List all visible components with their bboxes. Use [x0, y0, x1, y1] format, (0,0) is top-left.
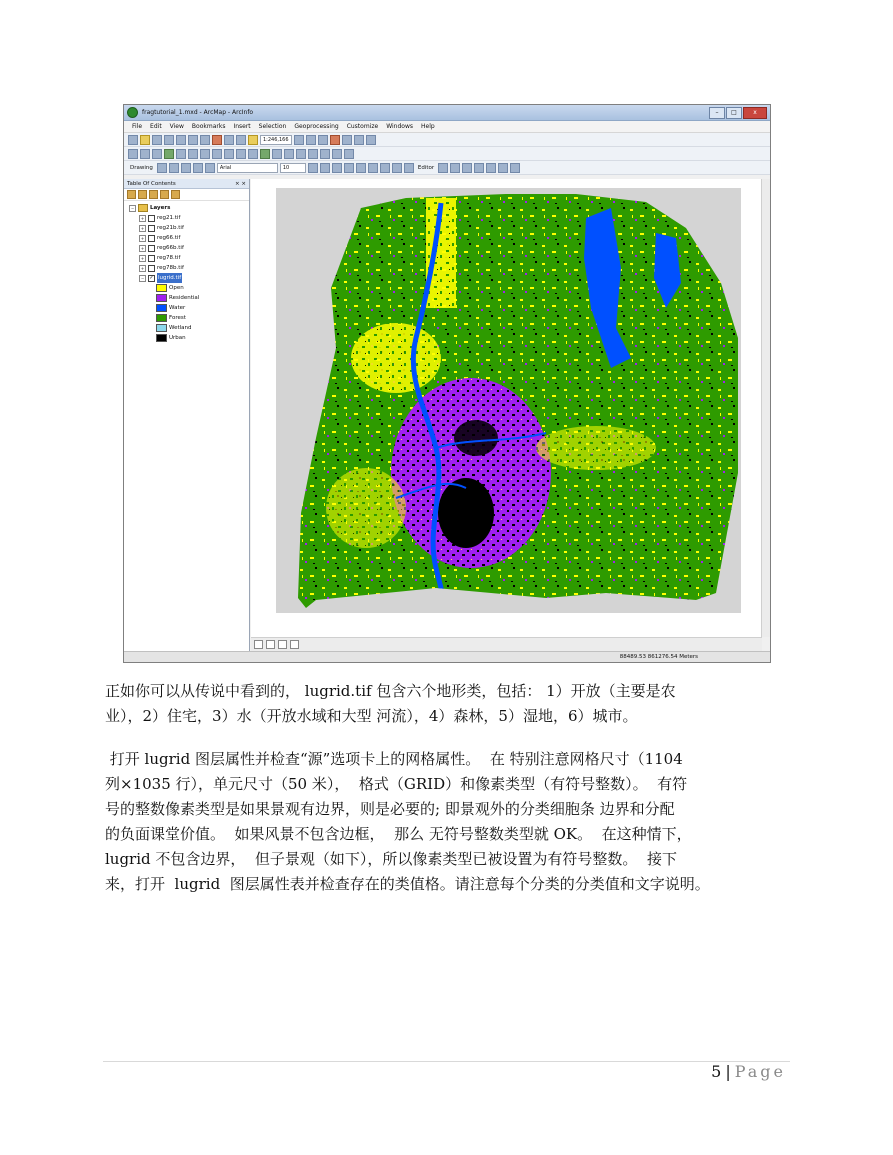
horizontal-scrollbar[interactable] — [251, 637, 762, 651]
marker-color-icon[interactable] — [380, 163, 390, 173]
legend-label: Residential — [169, 295, 200, 301]
layer-visibility-checkbox[interactable] — [148, 225, 155, 232]
underline-icon[interactable] — [332, 163, 342, 173]
expand-icon[interactable]: + — [140, 225, 145, 231]
zoom-out-icon[interactable] — [140, 149, 150, 159]
python-icon[interactable] — [342, 135, 352, 145]
split-icon[interactable] — [474, 163, 484, 173]
list-by-selection-icon[interactable] — [160, 190, 169, 199]
font-size-select[interactable]: 10 — [280, 163, 306, 173]
undo-icon[interactable] — [224, 135, 234, 145]
list-by-visibility-icon[interactable] — [149, 190, 158, 199]
arcmap-app-icon — [127, 107, 138, 118]
cut-icon[interactable] — [176, 135, 186, 145]
layout-view-icon[interactable] — [266, 640, 275, 649]
table-of-contents-panel — [124, 179, 250, 651]
layer-row[interactable] — [129, 273, 249, 283]
status-bar — [124, 651, 770, 662]
layer-name[interactable]: reg21b.tif — [157, 225, 184, 231]
toc-header — [124, 179, 249, 189]
find-icon[interactable] — [272, 149, 282, 159]
standard-toolbar — [124, 133, 770, 147]
font-color-icon[interactable] — [344, 163, 354, 173]
layer-visibility-checkbox[interactable] — [148, 245, 155, 252]
scale-input[interactable]: 1:246,166 — [260, 135, 292, 145]
font-name-select[interactable]: Arial — [217, 163, 278, 173]
window-title: fragtutorial_1.mxd - ArcMap - ArcInfo — [142, 109, 254, 116]
footer-separator: | — [725, 1062, 731, 1081]
land-use-raster — [276, 188, 741, 613]
legend-label: Urban — [169, 335, 186, 341]
paragraph-layer-properties: 打开 lugrid 图层属性并检查“源”选项卡上的网格属性。 在 特别注意网格尺寸（1104 列×1035 行），单元尺寸（50 米）， 格式（GRID）和像素类型（有符号整数）。 有符 号的整数像素类型是如果景观有边界，则是必要的; 即景观外的分类细胞条 边界和分配 的负面课堂价值。 如果风景不包含边框， 那么 无符号整数类型就 OK。 在这种情下， lugrid 不包含边界， 但子景观（如下），所以像素类型已被设置为有符号整数。 接下 来，打开 lugrid 图层属性表并检查存在的类值格。请注意每个分类的分类值和文字说明。 — [105, 750, 710, 893]
layer-row[interactable] — [129, 253, 249, 263]
expand-icon[interactable]: − — [140, 275, 145, 281]
rotate-feature-icon[interactable] — [486, 163, 496, 173]
html-popup-icon[interactable] — [332, 149, 342, 159]
legend-label: Wetland — [169, 325, 192, 331]
list-by-source-icon[interactable] — [138, 190, 147, 199]
coordinate-readout: 88489.53 861276.54 Meters — [619, 654, 698, 660]
pan-icon[interactable] — [152, 149, 162, 159]
select-elements-icon[interactable] — [248, 149, 258, 159]
window-controls — [709, 107, 767, 119]
land-use-map[interactable] — [276, 188, 741, 613]
footer-divider — [103, 1061, 790, 1062]
drawing-toolbar — [124, 161, 770, 175]
add-data-icon[interactable] — [248, 135, 258, 145]
refresh-icon[interactable] — [278, 640, 287, 649]
delete-icon[interactable] — [212, 135, 222, 145]
toc-pin-close-icon[interactable]: × × — [235, 180, 246, 187]
expand-icon[interactable]: + — [140, 245, 145, 251]
workspace — [124, 179, 770, 651]
data-frame-layers[interactable] — [129, 203, 249, 213]
rotate-icon[interactable] — [169, 163, 179, 173]
expand-icon[interactable]: + — [140, 265, 145, 271]
layer-row[interactable] — [129, 223, 249, 233]
layer-visibility-checkbox[interactable] — [148, 265, 155, 272]
legend-swatch — [156, 284, 167, 292]
italic-icon[interactable] — [320, 163, 330, 173]
sketch-properties-icon[interactable] — [510, 163, 520, 173]
menu-customize[interactable]: Customize — [346, 123, 379, 130]
select-elements-tool-icon[interactable] — [157, 163, 167, 173]
layer-row[interactable] — [129, 243, 249, 253]
whats-this-icon[interactable] — [366, 135, 376, 145]
legend-entry — [156, 293, 249, 303]
collapse-icon[interactable]: − — [130, 205, 135, 211]
legend-swatch — [156, 294, 167, 302]
legend-swatch — [156, 334, 167, 342]
go-to-xy-icon[interactable] — [296, 149, 306, 159]
expand-icon[interactable]: + — [140, 235, 145, 241]
layer-visibility-checkbox[interactable]: ✓ — [149, 274, 154, 281]
clear-selection-icon[interactable] — [236, 149, 246, 159]
attributes-icon[interactable] — [498, 163, 508, 173]
layers-folder-icon — [138, 204, 148, 212]
menu-selection[interactable]: Selection — [258, 123, 287, 130]
identify-icon[interactable] — [260, 149, 270, 159]
minimize-icon[interactable]: – — [709, 107, 725, 119]
expand-icon[interactable]: + — [140, 255, 145, 261]
select-features-icon[interactable] — [224, 149, 234, 159]
layout-icon[interactable] — [404, 163, 414, 173]
layer-list — [124, 201, 249, 343]
drawing-menu[interactable]: Drawing — [130, 164, 153, 171]
layer-row[interactable] — [129, 213, 249, 223]
full-extent-icon[interactable] — [164, 149, 174, 159]
paragraph-legend-classes: 正如你可以从传说中看到的， lugrid.tif 包含六个地形类，包括： 1）开放（主要是农 业），2）住宅，3）水（开放水域和大型 河流），4）森林，5）湿地，6）城市。 — [105, 682, 676, 725]
arctoolbox-icon[interactable] — [330, 135, 340, 145]
menu-bookmarks[interactable]: Bookmarks — [191, 123, 226, 130]
print-icon[interactable] — [164, 135, 174, 145]
menu-help[interactable]: Help — [420, 123, 435, 130]
legend-label: Water — [169, 305, 186, 311]
zoom-in-icon[interactable] — [128, 149, 138, 159]
legend-swatch — [156, 304, 167, 312]
copy-icon[interactable] — [188, 135, 198, 145]
catalog-icon[interactable] — [318, 135, 328, 145]
text-icon[interactable] — [193, 163, 203, 173]
fill-color-icon[interactable] — [205, 163, 215, 173]
legend-swatch — [156, 324, 167, 332]
tools-toolbar — [124, 147, 770, 161]
page-label: Page — [734, 1062, 786, 1081]
toc-title: Table Of Contents — [127, 180, 176, 187]
editor-toolbar-icon[interactable] — [294, 135, 304, 145]
open-folder-icon[interactable] — [140, 135, 150, 145]
arcmap-screenshot — [123, 104, 771, 663]
layer-name[interactable]: reg78.tif — [157, 255, 181, 261]
menu-windows[interactable]: Windows — [386, 123, 413, 130]
page-number: 5 — [711, 1062, 722, 1081]
menu-geoprocessing[interactable]: Geoprocessing — [294, 123, 339, 130]
time-slider-icon[interactable] — [344, 149, 354, 159]
find-route-icon[interactable] — [284, 149, 294, 159]
layer-name[interactable]: reg78b.tif — [157, 265, 184, 271]
window-titlebar — [124, 105, 770, 121]
fill-color-2-icon[interactable] — [356, 163, 366, 173]
toc-toolbar — [124, 189, 249, 201]
layers-label: Layers — [150, 205, 171, 211]
model-builder-icon[interactable] — [354, 135, 364, 145]
layer-name[interactable]: reg21.tif — [157, 215, 181, 221]
list-by-drawing-order-icon[interactable] — [127, 190, 136, 199]
layer-name[interactable]: reg66.tif — [157, 235, 181, 241]
pause-drawing-icon[interactable] — [290, 640, 299, 649]
menu-bar — [124, 121, 770, 133]
legend-entry — [156, 313, 249, 323]
new-document-icon[interactable] — [128, 135, 138, 145]
edit-tool-icon[interactable] — [438, 163, 448, 173]
options-icon[interactable] — [171, 190, 180, 199]
expand-icon[interactable]: + — [140, 215, 145, 221]
vertical-scrollbar[interactable] — [761, 179, 770, 637]
fixed-zoom-in-icon[interactable] — [176, 149, 186, 159]
table-icon[interactable] — [392, 163, 402, 173]
table-of-contents-icon[interactable] — [306, 135, 316, 145]
sketch-tool-icon[interactable] — [450, 163, 460, 173]
hyperlink-icon[interactable] — [320, 149, 330, 159]
menu-file[interactable]: File — [132, 123, 143, 130]
fixed-zoom-out-icon[interactable] — [188, 149, 198, 159]
redo-icon[interactable] — [236, 135, 246, 145]
back-extent-icon[interactable] — [200, 149, 210, 159]
layer-visibility-checkbox[interactable] — [148, 215, 155, 222]
legend-entry — [156, 283, 249, 293]
measure-icon[interactable] — [308, 149, 318, 159]
layer-visibility-checkbox[interactable] — [148, 255, 155, 262]
maximize-icon[interactable]: □ — [726, 107, 742, 119]
data-view-icon[interactable] — [254, 640, 263, 649]
layer-row[interactable] — [129, 263, 249, 273]
legend-label: Open — [169, 285, 184, 291]
legend-entry — [156, 333, 249, 343]
layer-row[interactable] — [129, 233, 249, 243]
menu-insert[interactable]: Insert — [233, 123, 251, 130]
forward-extent-icon[interactable] — [212, 149, 222, 159]
editor-menu[interactable]: Editor — [417, 164, 435, 171]
vertex-icon[interactable] — [462, 163, 472, 173]
close-icon[interactable]: x — [743, 107, 767, 119]
layer-name[interactable]: reg66b.tif — [157, 245, 184, 251]
layer-name[interactable]: lugrid.tif — [158, 275, 182, 281]
legend-swatch — [156, 314, 167, 322]
legend-entry — [156, 323, 249, 333]
save-icon[interactable] — [152, 135, 162, 145]
paste-icon[interactable] — [200, 135, 210, 145]
menu-edit[interactable]: Edit — [150, 123, 162, 130]
legend-entry — [156, 303, 249, 313]
layer-visibility-checkbox[interactable] — [148, 235, 155, 242]
line-color-icon[interactable] — [368, 163, 378, 173]
rectangle-icon[interactable] — [181, 163, 191, 173]
page-footer — [711, 1062, 786, 1081]
bold-icon[interactable] — [308, 163, 318, 173]
map-view[interactable] — [251, 179, 762, 637]
legend-label: Forest — [169, 315, 186, 321]
menu-view[interactable]: View — [169, 123, 184, 130]
